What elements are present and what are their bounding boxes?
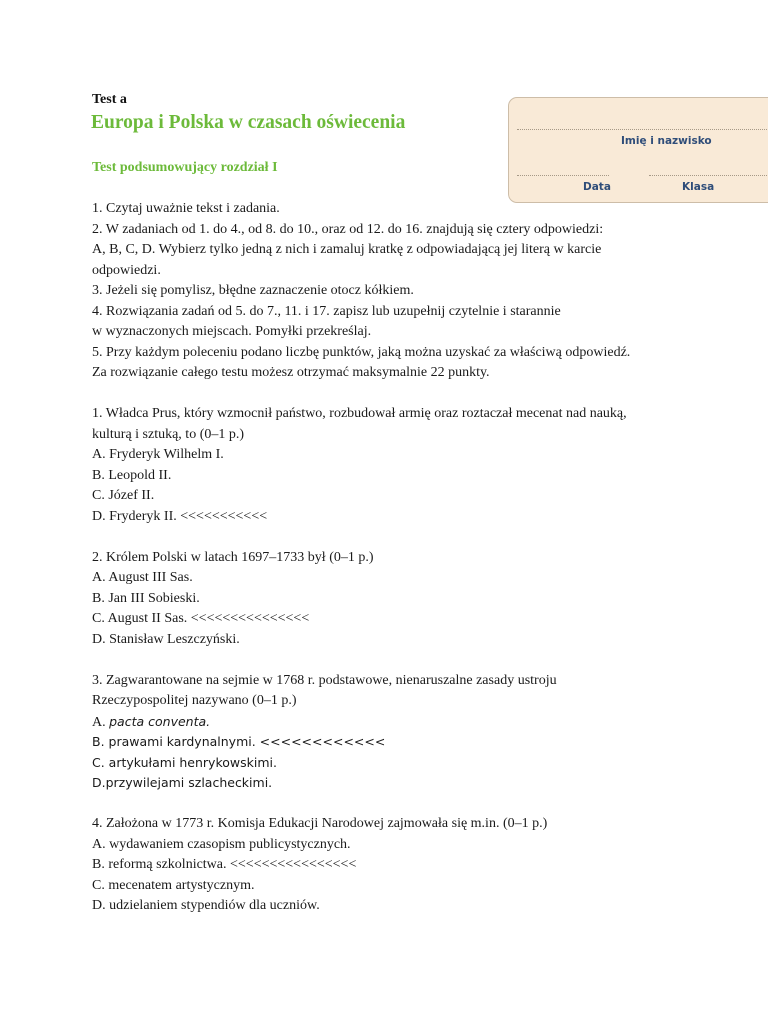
answer-option-a	[92, 712, 732, 733]
answer-option-b: B. Leopold II.	[92, 467, 172, 483]
question-text: 3. Zagwarantowane na sejmie w 1768 r. podstawowe, nienaruszalne zasady ustroju	[92, 672, 557, 688]
instruction-line: odpowiedzi.	[92, 262, 161, 278]
answer-option-d: D. Fryderyk II. <<<<<<<<<<<	[92, 508, 268, 524]
answer-option-b: B. prawami kardynalnymi. <<<<<<<<<<<<	[92, 734, 386, 749]
answer-option-b: B. reformą szkolnictwa. <<<<<<<<<<<<<<<<	[92, 857, 357, 872]
student-info-box	[508, 97, 768, 203]
page-title: Europa i Polska w czasach oświecenia	[91, 112, 406, 133]
option-italic-text: pacta conventa.	[109, 713, 211, 729]
instruction-line: 1. Czytaj uważnie tekst i zadania.	[92, 201, 280, 216]
date-label: Data	[583, 181, 611, 193]
test-label: Test a	[92, 92, 127, 107]
instruction-line: 4. Rozwiązania zadań od 5. do 7., 11. i 17. zapisz lub uzupełnij czytelnie i starannie	[92, 303, 561, 319]
question-text: 1. Władca Prus, który wzmocnił państwo, rozbudował armię oraz roztaczał mecenat nad nauką,	[92, 406, 627, 421]
instruction-line: Za rozwiązanie całego testu możesz otrzymać maksymalnie 22 punkty.	[92, 365, 490, 380]
question-1	[92, 404, 732, 527]
instruction-line: 2. W zadaniach od 1. do 4., od 8. do 10., oraz od 12. do 16. znajdują się cztery odpowiedzi:	[92, 221, 604, 237]
spacer	[92, 794, 732, 815]
name-label: Imię i nazwisko	[621, 135, 712, 147]
page-subtitle: Test podsumowujący rozdział I	[92, 160, 278, 175]
question-text: 2. Królem Polski w latach 1697–1733 był (0–1 p.)	[92, 549, 374, 565]
instruction-line: w wyznaczonych miejscach. Pomyłki przekreślaj.	[92, 324, 372, 339]
answer-option-c: C. August II Sas. <<<<<<<<<<<<<<<	[92, 611, 310, 626]
answer-option-c: C. Józef II.	[92, 488, 155, 503]
spacer	[92, 650, 732, 671]
question-text: Rzeczypospolitej nazywano (0–1 p.)	[92, 693, 297, 708]
date-dotted-line	[517, 175, 609, 176]
answer-option-d: D. udzielaniem stypendiów dla uczniów.	[92, 898, 320, 913]
question-2	[92, 548, 732, 651]
instruction-line: A, B, C, D. Wybierz tylko jedną z nich i zamaluj kratkę z odpowiadającą jej literą w karcie	[92, 242, 602, 257]
question-4	[92, 814, 732, 917]
answer-option-b: B. Jan III Sobieski.	[92, 590, 200, 606]
instructions-block	[92, 199, 732, 384]
class-dotted-line	[649, 175, 768, 176]
answer-option-a: A. Fryderyk Wilhelm I.	[92, 447, 224, 462]
instruction-line: 5. Przy każdym poleceniu podano liczbę punktów, jaką można uzyskać za właściwą odpowiedź.	[92, 344, 631, 360]
spacer	[92, 384, 732, 405]
question-text: 4. Założona w 1773 r. Komisja Edukacji Narodowej zajmowała się m.in. (0–1 p.)	[92, 816, 548, 831]
answer-option-c: C. mecenatem artystycznym.	[92, 877, 255, 893]
answer-option-d: D. Stanisław Leszczyński.	[92, 631, 240, 647]
option-letter: A.	[92, 714, 110, 730]
answer-option-c: C. artykułami henrykowskimi.	[92, 754, 277, 770]
question-text: kulturą i sztuką, to (0–1 p.)	[92, 426, 245, 442]
document-body	[92, 199, 732, 917]
answer-option-d: D.przywilejami szlacheckimi.	[92, 775, 273, 790]
question-3	[92, 671, 732, 794]
instruction-line: 3. Jeżeli się pomylisz, błędne zaznaczenie otocz kółkiem.	[92, 283, 414, 298]
answer-option-a: A. wydawaniem czasopism publicystycznych.	[92, 836, 351, 852]
spacer	[92, 527, 732, 548]
answer-option-a: A. August III Sas.	[92, 570, 193, 585]
class-label: Klasa	[682, 181, 715, 193]
name-dotted-line	[517, 129, 768, 130]
